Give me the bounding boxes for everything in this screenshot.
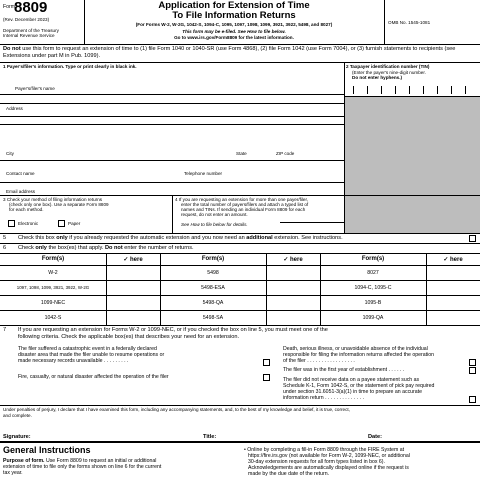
check-1095b[interactable] bbox=[427, 296, 479, 309]
check-1099-group[interactable] bbox=[107, 281, 159, 294]
efile-note: This form may be e-filed. See How to file below. bbox=[182, 29, 286, 34]
line3-text-3: for each method. bbox=[9, 207, 44, 212]
table-row-2-col-3: 1094-C, 1095-C bbox=[354, 284, 392, 291]
form-number: 8809 bbox=[14, 0, 48, 16]
line6-text-a: Check bbox=[18, 245, 36, 251]
shaded-area-line2 bbox=[345, 97, 480, 195]
criteria-catastrophic-3: made necessary records unavailable . . . . . . . . . bbox=[18, 358, 129, 364]
criteria-first-year: The filer was in the first year of establishment . . . . . . bbox=[283, 367, 405, 373]
line5-text bbox=[18, 235, 468, 242]
zip-label: ZIP code bbox=[276, 151, 295, 156]
line6-donot: Do not bbox=[104, 245, 123, 251]
table-col-rule-3 bbox=[266, 253, 267, 325]
title-label: Title: bbox=[203, 434, 217, 440]
instructions-right-2: https://fire.irs.gov (not available for Form W-2, 1099-NEC, or additional bbox=[248, 453, 410, 459]
table-col-rule-1 bbox=[106, 253, 107, 325]
form-title-line-2: To File Information Returns bbox=[172, 10, 296, 21]
check-5498-sa[interactable] bbox=[267, 311, 319, 324]
table-row-1-col-3: 8027 bbox=[367, 269, 379, 276]
line2-label: 2 Taxpayer identification number (TIN) bbox=[346, 64, 430, 69]
shaded-area-line4 bbox=[345, 196, 480, 233]
penalties-text-1: Under penalties of perjury, I declare that I have examined this form, including any accompanying statements, and, to the best of my knowledge and belief, it is true, correct, bbox=[3, 407, 350, 412]
criteria-death-2: responsible for filing the information returns affected the operation bbox=[283, 352, 435, 358]
purpose-text-1: Use Form 8809 to request an initial or additional bbox=[44, 458, 157, 464]
penalties-text-2: and complete. bbox=[3, 413, 32, 418]
fire-casualty-checkbox[interactable] bbox=[263, 374, 270, 381]
line4-bottom-rule bbox=[0, 233, 480, 234]
line2-sub-1: (Enter the payer's nine-digit number. bbox=[352, 70, 426, 75]
line5-text-a: Check this box bbox=[18, 235, 57, 241]
line2-sub-2: Do not enter hyphens.) bbox=[352, 75, 403, 80]
address-label: Address bbox=[6, 106, 23, 111]
telephone-label: Telephone number bbox=[184, 171, 223, 176]
header-divider-left bbox=[84, 0, 85, 44]
table-row-2-col-1: 1097, 1098, 1099, 3921, 3922, W-2G bbox=[16, 285, 90, 290]
check-5498[interactable] bbox=[267, 266, 319, 279]
criteria-no-data-3: under section 31.6051-3(a)(1) in time to prepare an accurate bbox=[283, 389, 422, 395]
purpose-line-2: extension of time to file only the forms shown on line 6 for the current bbox=[3, 464, 162, 470]
title-field[interactable] bbox=[222, 431, 362, 440]
applicable-forms: (For Forms W-2, W-2G, 1042-S, 1094-C, 1095, 1097, 1098, 1099, 3921, 3922, 5498, and 8027) bbox=[135, 22, 333, 27]
email-label: Email address bbox=[6, 189, 36, 194]
line4-text-5: See How to file below for details. bbox=[181, 222, 248, 227]
donot-lead: Do not bbox=[3, 46, 21, 52]
signature-bottom-rule bbox=[0, 441, 480, 443]
table-row-2-col-2: 5498-ESA bbox=[201, 284, 225, 291]
payer-name-label: Payer's/filer's name bbox=[15, 86, 55, 91]
omb-number: OMB No. 1545-1081 bbox=[388, 20, 431, 25]
state-label: State bbox=[236, 151, 247, 156]
line5-text-c: extension. See instructions. bbox=[272, 235, 343, 241]
table-row-4-col-3: 1099-QA bbox=[362, 314, 384, 321]
department-line-1: Department of the Treasury bbox=[3, 28, 59, 33]
tin-entry-boxes[interactable] bbox=[345, 84, 479, 96]
check-5498-qa[interactable] bbox=[267, 296, 319, 309]
donot-text: use this form to request an extension of time to (1) file Form 1040 or 1040-SR (use Form 4868), (2) file Form 1042 (use Form 7004), or (3) furnish statements to recipients (see Extensions under part M in Pub. 1099). bbox=[3, 46, 456, 59]
instructions-right-1: • Online by completing a fill-in Form 8809 through the FIRE System at bbox=[244, 447, 405, 453]
line5-text-b: if you already requested the automatic extension and you now need an bbox=[67, 235, 247, 241]
table-rule-2 bbox=[0, 295, 480, 296]
paper-label: Paper bbox=[68, 221, 81, 226]
paper-checkbox[interactable] bbox=[58, 220, 65, 227]
check-1099-nec[interactable] bbox=[107, 296, 159, 309]
criteria-death-3: of the filer . . . . . . . . . . . . . . . . . bbox=[283, 358, 355, 364]
check-w2[interactable] bbox=[107, 266, 159, 279]
instructions-right-3: 30-day extension requests for all form types listed in box 6). bbox=[248, 459, 385, 465]
check-1094c[interactable] bbox=[427, 281, 479, 294]
table-row-3-col-2: 5498-QA bbox=[202, 299, 224, 306]
department-line-2: Internal Revenue Service bbox=[3, 33, 55, 38]
line6-only: only bbox=[35, 245, 47, 251]
table-header-check-2: ✓ here bbox=[283, 256, 303, 263]
criteria-no-data-4: information return . . . . . . . . . . . . . . bbox=[283, 395, 365, 401]
contact-phone-field[interactable] bbox=[0, 182, 344, 183]
purpose-line-3: tax year. bbox=[3, 470, 23, 476]
table-row-1-col-2: 5498 bbox=[207, 269, 219, 276]
line5-number: 5 bbox=[3, 235, 7, 241]
line4-right-divider bbox=[344, 195, 345, 233]
line5-bottom-rule bbox=[0, 243, 480, 244]
table-col-rule-2 bbox=[160, 253, 161, 325]
line6-text-b: the box(es) that apply. bbox=[46, 245, 105, 251]
table-col-rule-5 bbox=[426, 253, 427, 325]
line4-text-2: enter the total number of payers/filers and attach a typed list of bbox=[181, 202, 309, 207]
criteria-no-data-1: The filer did not receive data on a payee statement such as bbox=[283, 377, 420, 383]
table-row-4-col-2: 5498-SA bbox=[202, 314, 224, 321]
purpose-lead: Purpose of form. bbox=[3, 458, 45, 464]
check-1099-qa[interactable] bbox=[427, 311, 479, 324]
electronic-label: Electronic bbox=[18, 221, 39, 226]
criteria-fire: Fire, casualty, or natural disaster affected the operation of the filer bbox=[18, 374, 169, 380]
header-bottom-rule bbox=[0, 44, 480, 45]
criteria-no-data-2: Schedule K-1, Form 1042-S, or the statement of pick pay required bbox=[283, 383, 435, 389]
instructions-right-4: Acknowledgements are automatically displayed online if the request is bbox=[248, 465, 409, 471]
table-header-check-3: ✓ here bbox=[443, 256, 463, 263]
no-payee-data-checkbox[interactable] bbox=[469, 396, 476, 403]
line3-4-divider bbox=[172, 195, 173, 233]
line6-number: 6 bbox=[3, 245, 7, 251]
line4-entry-field[interactable] bbox=[280, 222, 344, 223]
revision-date: (Rev. December 2023) bbox=[3, 17, 50, 22]
table-row-4-col-1: 1042-S bbox=[44, 314, 62, 321]
date-label: Date: bbox=[368, 434, 382, 440]
line1-label: 1 Payer's/filer's information. Type or print clearly in black ink. bbox=[3, 64, 137, 69]
header-divider-right bbox=[384, 0, 385, 44]
address-field-2[interactable] bbox=[0, 124, 344, 125]
payer-name-field-2[interactable] bbox=[0, 103, 344, 104]
line4-text-4: request, do not enter an amount. bbox=[181, 212, 248, 217]
address-field[interactable] bbox=[0, 116, 344, 117]
goto-url-line: Go to www.irs.gov/Form8809 for the latest information. bbox=[174, 35, 294, 40]
line6-text-c: enter the number of returns. bbox=[122, 245, 194, 251]
line4-text-1: 4 If you are requesting an extension for more than one payer/filer, bbox=[175, 197, 309, 202]
line7-intro-1: If you are requesting an extension for Forms W-2 or 1099-NEC, or if you checked the box on line 5, you must meet one of the bbox=[18, 327, 328, 333]
table-header-forms-1: Form(s) bbox=[41, 256, 65, 262]
check-5498-esa[interactable] bbox=[267, 281, 319, 294]
criteria-catastrophic-1: The filer suffered a catastrophic event in a federally declared bbox=[18, 346, 157, 352]
criteria-death-1: Death, serious illness, or unavoidable absence of the individual bbox=[283, 346, 428, 352]
line5-only: only bbox=[56, 235, 68, 241]
signature-label: Signature: bbox=[3, 434, 31, 440]
table-header-check-1: ✓ here bbox=[123, 256, 143, 263]
criteria-catastrophic-2: disaster area that made the filer unable to resume operations or bbox=[18, 352, 165, 358]
table-col-rule-4 bbox=[320, 253, 321, 325]
instructions-heading: General Instructions bbox=[3, 445, 91, 455]
check-1042s[interactable] bbox=[107, 311, 159, 324]
line5-checkbox[interactable] bbox=[469, 235, 476, 242]
table-rule-3 bbox=[0, 310, 480, 311]
line3-text-1: 3 Check your method of filing information returns bbox=[3, 197, 103, 202]
instructions-right-5: made by the due date of the return. bbox=[248, 471, 330, 477]
table-row-1-col-1: W-2 bbox=[48, 269, 58, 276]
table-rule-header bbox=[0, 265, 480, 266]
death-illness-checkbox[interactable] bbox=[469, 359, 476, 366]
first-year-checkbox[interactable] bbox=[469, 367, 476, 374]
payer-name-field[interactable] bbox=[0, 94, 344, 95]
line7-intro-2: following criteria. Check the applicable box(es) that describes your need for an extension. bbox=[18, 334, 240, 340]
city-label: City bbox=[6, 151, 14, 156]
table-header-forms-2: Form(s) bbox=[201, 256, 225, 262]
donot-notice bbox=[3, 46, 477, 60]
catastrophic-checkbox[interactable] bbox=[263, 359, 270, 366]
signature-field[interactable] bbox=[40, 431, 200, 440]
form-title-line-1: Application for Extension of Time bbox=[158, 0, 310, 11]
line7-number: 7 bbox=[3, 327, 7, 333]
electronic-checkbox[interactable] bbox=[8, 220, 15, 227]
check-8027[interactable] bbox=[427, 266, 479, 279]
table-header-forms-3: Form(s) bbox=[361, 256, 385, 262]
table-row-3-col-3: 1095-B bbox=[364, 299, 382, 306]
table-row-3-col-1: 1099-NEC bbox=[40, 299, 66, 306]
line3-text-2: (check only one box). Use a separate Form 8809 bbox=[9, 202, 109, 207]
form-prefix: Form bbox=[3, 4, 16, 10]
forms-table bbox=[0, 253, 480, 325]
contact-name-label: Contact name bbox=[6, 171, 35, 176]
table-rule-1 bbox=[0, 280, 480, 281]
donot-bottom-rule bbox=[0, 62, 480, 63]
table-rule-bottom bbox=[0, 325, 480, 326]
line6-text bbox=[18, 245, 468, 252]
city-state-zip-field[interactable] bbox=[0, 160, 344, 161]
date-field[interactable] bbox=[386, 431, 476, 440]
line4-text-3: names and TINs. If sending an individual Form 8809 for each bbox=[181, 207, 306, 212]
line7-bottom-rule bbox=[0, 405, 480, 406]
line5-additional: additional bbox=[246, 235, 273, 241]
